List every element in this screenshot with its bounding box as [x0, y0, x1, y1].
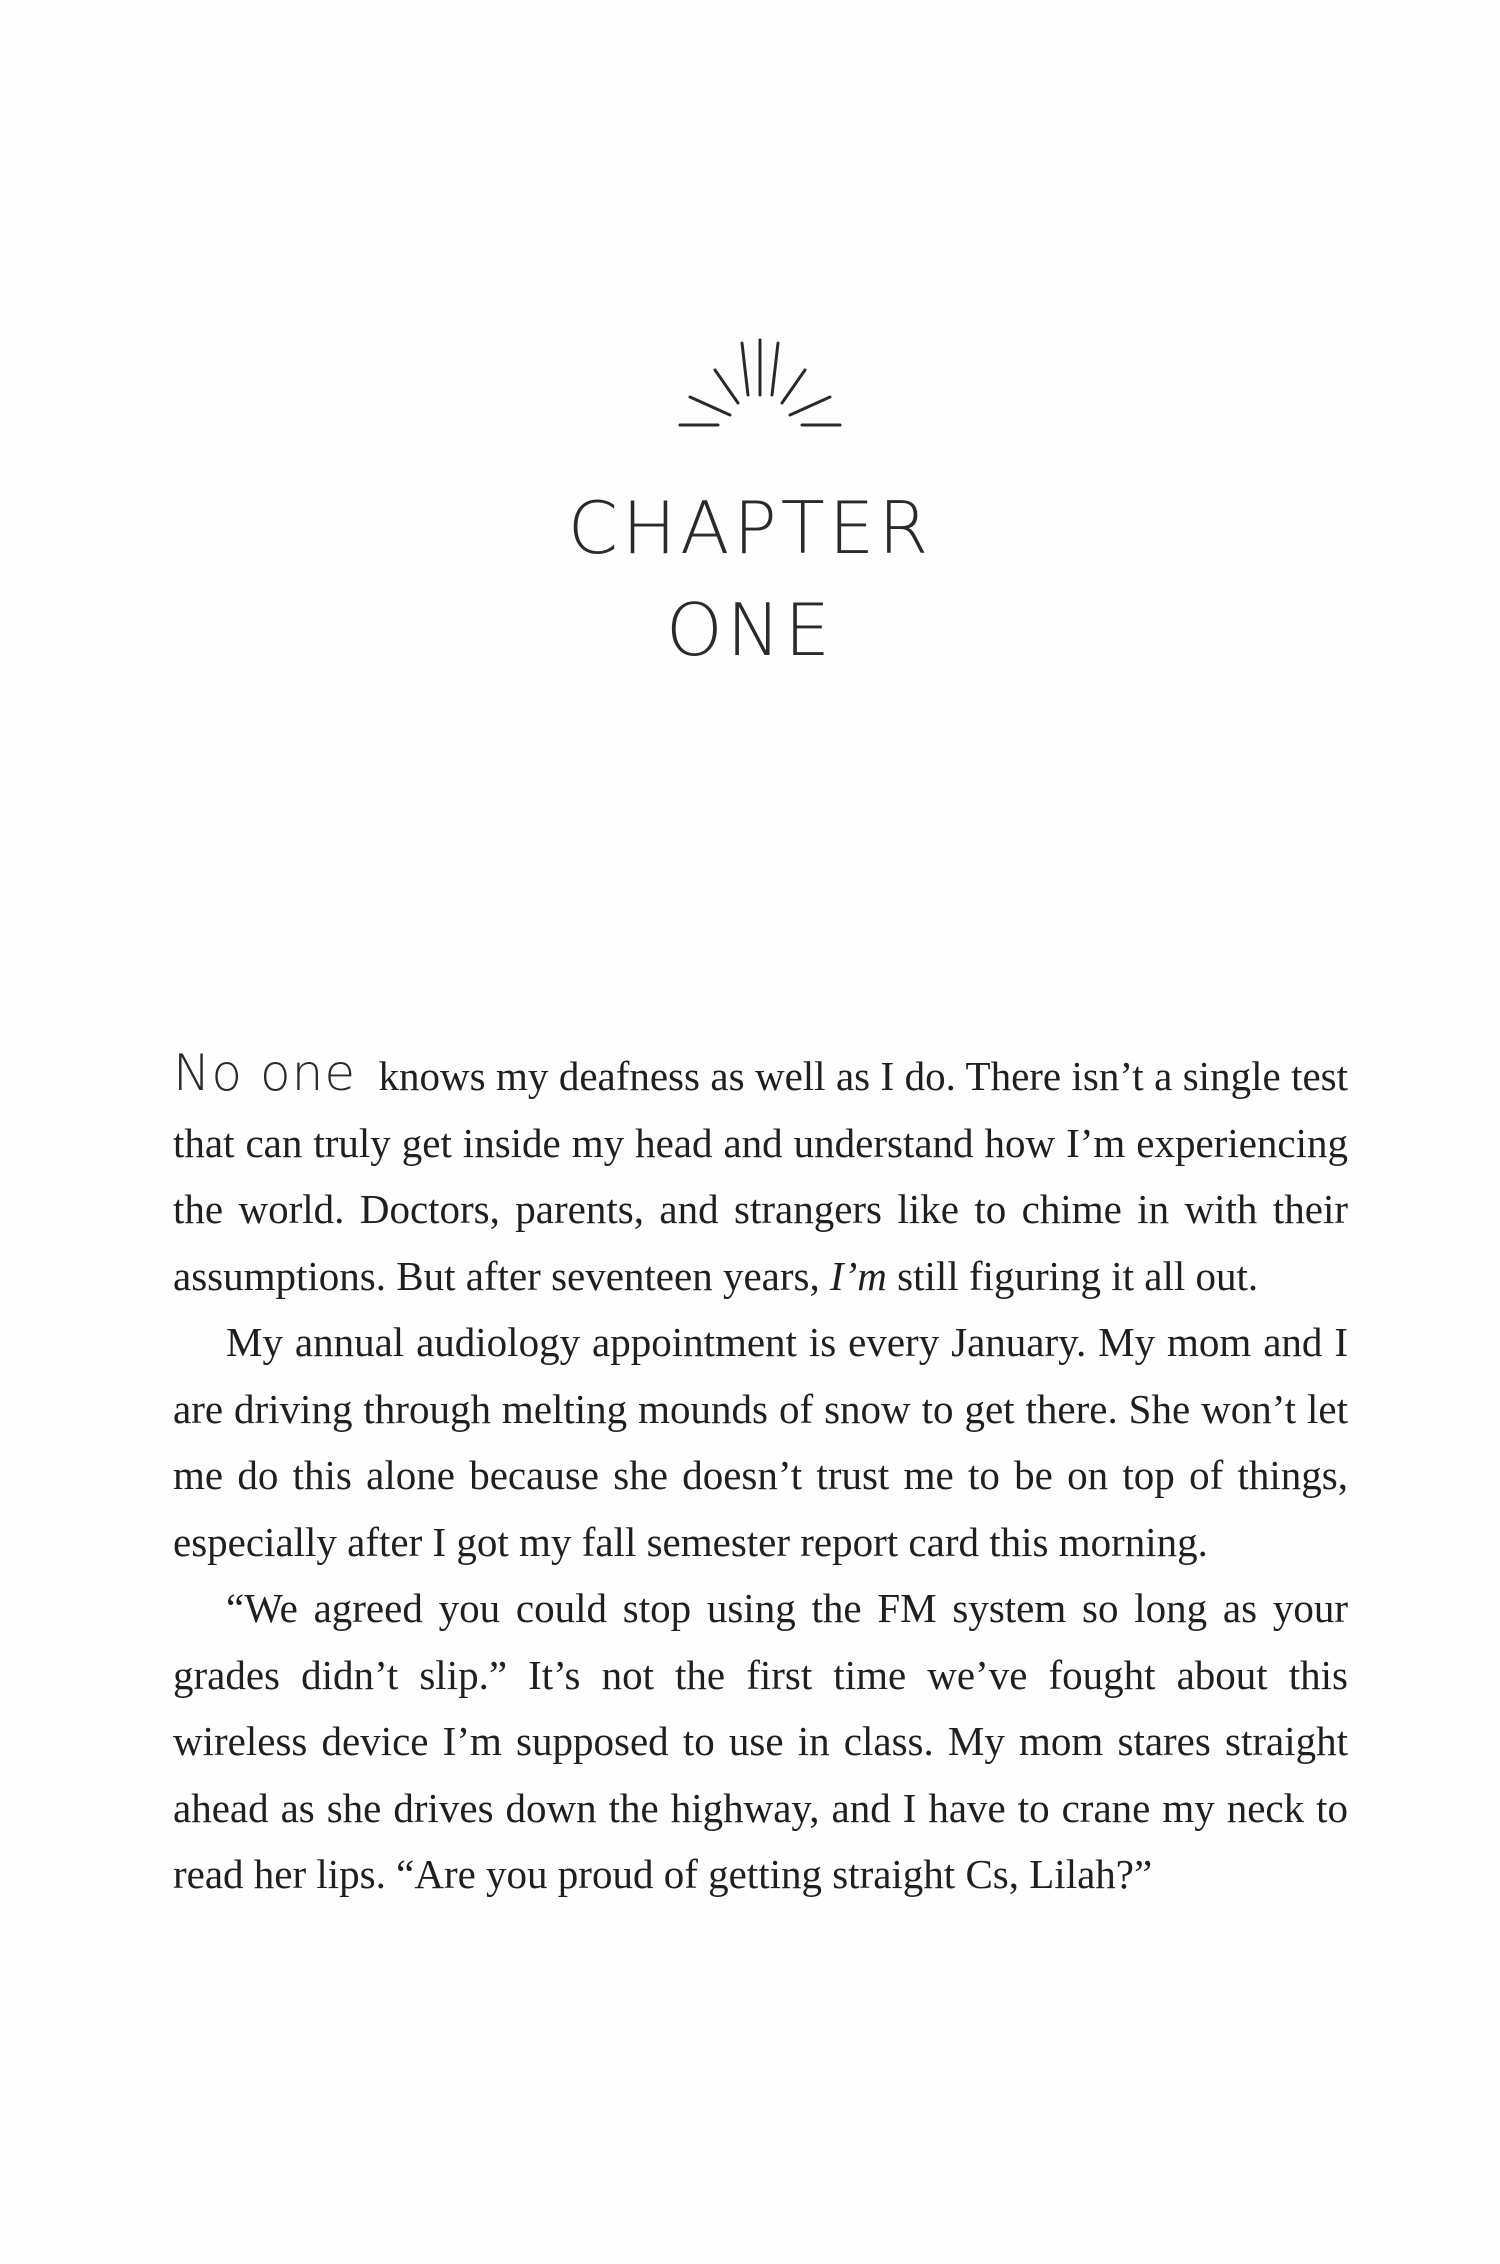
- paragraph-1-text-before: knows my deafness as well as I do. There isn’t a single test that can truly get inside my head and understand how I’m experiencing the world. Doctors, parents, and strangers like to chime in with their assumptions. But after seventeen years,: [173, 1053, 1349, 1299]
- paragraph-2: My annual audiology appointment is every January. My mom and I are driving through melting mounds of snow to get there. She won’t let me do this alone because she doesn’t trust me to be on top of things, especially after I got my fall semester report card this morning.: [173, 1319, 1348, 1565]
- paragraph-1-text-after: still figuring it all out.: [886, 1252, 1259, 1299]
- chapter-number: ONE: [665, 588, 835, 672]
- paragraph-3: “We agreed you could stop using the FM system so long as your grades didn’t slip.” It’s not the first time we’ve fought about this wireless device I’m supposed to use in class. My mom stares straight ahead as she drives down the highway, and I have to crane my neck to read her lips. “Are you proud of getting straight Cs, Lilah?”: [173, 1585, 1348, 1897]
- paragraph-1-emphasis: I’m: [829, 1252, 887, 1299]
- chapter-body: [173, 1040, 1348, 1908]
- sunburst-icon: [660, 325, 860, 435]
- paragraph-1: [173, 1040, 1348, 1309]
- lead-in-text: No one: [173, 1044, 357, 1102]
- chapter-label: CHAPTER: [567, 486, 933, 570]
